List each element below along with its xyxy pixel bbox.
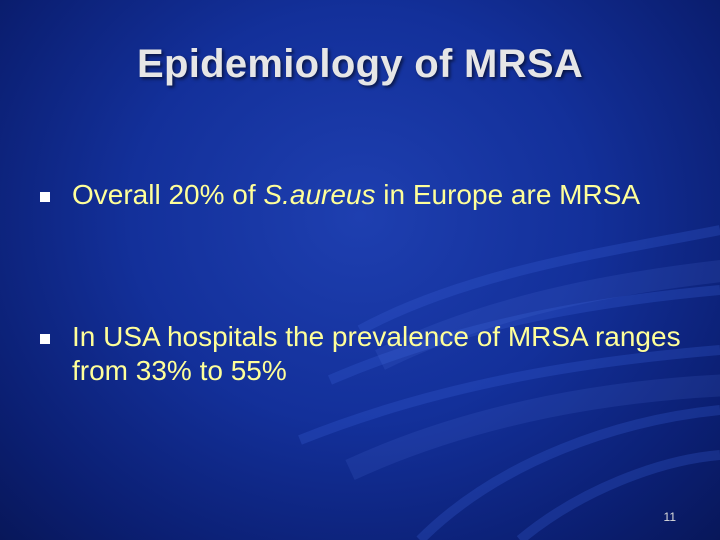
bullet-list <box>36 178 686 388</box>
square-bullet-icon <box>40 334 50 344</box>
slide-number: 11 <box>663 510 676 524</box>
bullet-text-part: in Europe are MRSA <box>375 179 641 210</box>
bullet-text: In USA hospitals the prevalence of MRSA ranges from 33% to 55% <box>72 321 681 386</box>
square-bullet-icon <box>40 192 50 202</box>
bullet-item <box>36 178 686 212</box>
slide-title: Epidemiology of MRSA <box>137 42 583 86</box>
bullet-text-part: Overall 20% of <box>72 179 264 210</box>
bullet-item <box>36 320 686 388</box>
species-name: S.aureus <box>263 179 376 210</box>
